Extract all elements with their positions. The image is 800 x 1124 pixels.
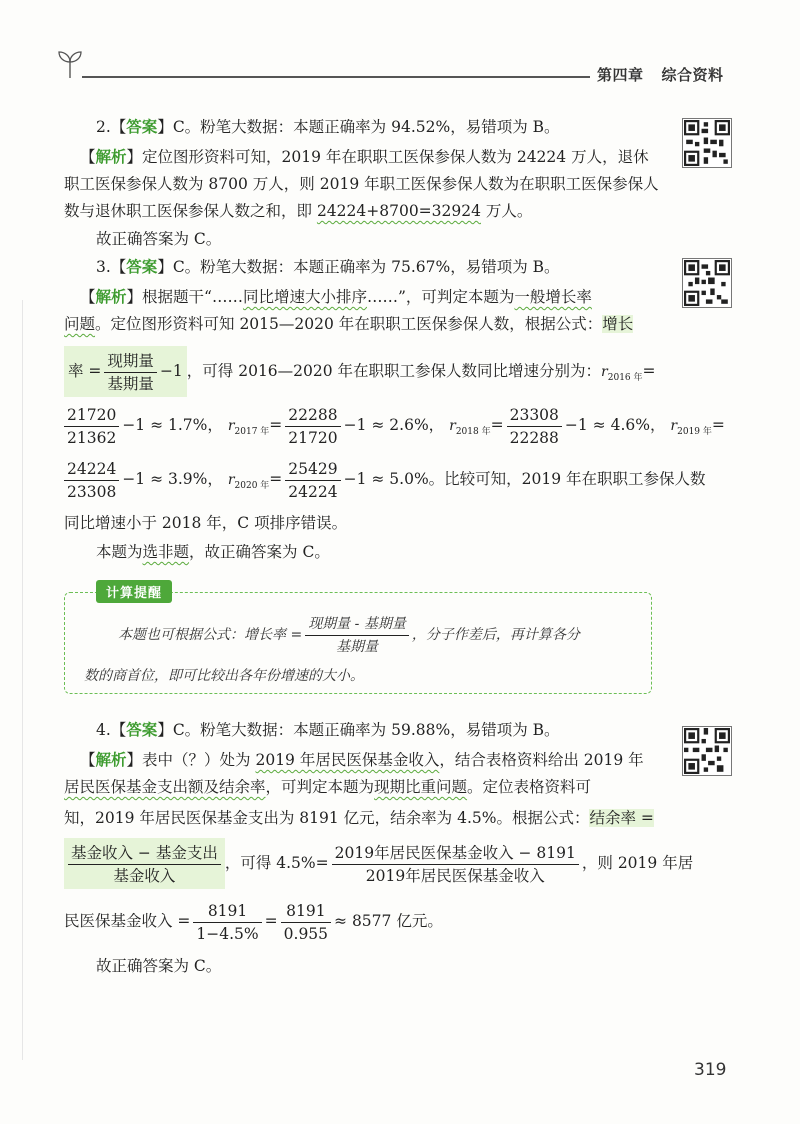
page-number: 319: [694, 1060, 727, 1080]
answer-tag: 答案: [126, 720, 158, 739]
q4-formula-line: $\frac{\text{基金收入 − 基金支出}}{\text{基金收入}}$ ，可得 4.5%= $\frac{\text{2019年居民医保基金收入 − 8191}}{\text{2019年居民医保基金收入}}$ ，则 2019 年居: [64, 838, 693, 889]
q3-rates-line-2: $\frac{24224}{23308}$ −1 ≈ 3.9%， $r_{2020 年}=$ $\frac{25429}{24224}$ −1 ≈ 5.0%。比较可知，2019 年在职职工参保人数: [64, 456, 706, 509]
q2-conclusion: 故正确答案为 C。: [96, 230, 222, 248]
analysis-tag: 解析: [95, 750, 127, 769]
surplus-rate-formula: $\frac{\text{基金收入 − 基金支出}}{\text{基金收入}}$: [64, 838, 225, 889]
q3-answer-line: 3.【答案】C。粉笔大数据：本题正确率为 75.67%，易错项为 B。: [96, 257, 560, 276]
q3-analysis-line-2: 问题。定位图形资料可知 2015—2020 年在职职工医保参保人数，根据公式：增长: [64, 315, 634, 333]
q4-analysis-line-1: 【解析】表中（？）处为 2019 年居民医保基金收入，结合表格资料给出 2019 年: [80, 750, 644, 769]
q2-answer-line: 2.【答案】C。粉笔大数据：本题正确率为 94.52%，易错项为 B。: [96, 117, 560, 136]
calculation-tip-label: 计算提醒: [96, 580, 172, 603]
q4-answer-line: 4.【答案】C。粉笔大数据：本题正确率为 59.88%，易错项为 B。: [96, 720, 560, 739]
q2-analysis-line-1: 【解析】定位图形资料可知，2019 年在职职工医保参保人数为 24224 万人，退休: [80, 147, 649, 166]
q3-analysis-line-1: 【解析】根据题干“……同比增速大小排序……”，可判定本题为一般增长率: [80, 287, 592, 306]
q4-conclusion: 故正确答案为 C。: [96, 957, 222, 975]
chapter-title: 综合资料: [661, 66, 724, 84]
q3-conclusion: 本题为选非题，故正确答案为 C。: [96, 543, 330, 561]
q2-analysis-line-2: 职工医保参保人数为 8700 万人，则 2019 年职工医保参保人数为在职职工医保参保人: [64, 175, 659, 193]
leaf-icon: [56, 50, 84, 80]
q4-result-line: 民医保基金收入 = $\frac{8191}{1-4.5\%}$ = $\frac{8191}{0.955}$ ≈ 8577 亿元。: [64, 901, 443, 943]
tip-line-1: 本题也可根据公式：增长率 = $\frac{\text{现期量 - 基期量}}{\text{基期量}}$ ，分子作差后，再计算各分: [118, 612, 580, 658]
chapter-number: 第四章: [597, 66, 644, 84]
growth-rate-formula: 率 = $\frac{\text{现期量}}{\text{基期量}}$ −1: [64, 346, 187, 397]
q3-analysis-line-6: 同比增速小于 2018 年，C 项排序错误。: [64, 514, 348, 532]
q4-analysis-line-3: 知，2019 年居民医保基金支出为 8191 亿元，结余率为 4.5%。根据公式：结余率 =: [64, 809, 654, 827]
binding-edge: [22, 300, 23, 1060]
qr-code-icon[interactable]: [682, 118, 732, 168]
header-rule: [82, 76, 590, 78]
q4-analysis-line-2: 居民医保基金支出额及结余率，可判定本题为现期比重问题。定位表格资料可: [64, 778, 592, 796]
q2-analysis-line-3: 数与退休职工医保参保人数之和，即 24224+8700=32924 万人。: [64, 202, 533, 220]
tip-line-2: 数的商首位，即可比较出各年份增速的大小。: [84, 668, 364, 684]
header-chapter: [597, 64, 742, 85]
q3-formula-line: 率 = $\frac{\text{现期量}}{\text{基期量}}$ −1 ，可得 2016—2020 年在职职工参保人数同比增速分别为：$r_{2016 年}=$: [64, 346, 656, 401]
answer-tag: 答案: [126, 117, 158, 136]
qr-code-icon[interactable]: [682, 258, 732, 308]
qr-code-icon[interactable]: [682, 726, 732, 776]
analysis-tag: 解析: [95, 147, 127, 166]
answer-tag: 答案: [126, 257, 158, 276]
q3-rates-line-1: $\frac{21720}{21362}$ −1 ≈ 1.7%， $r_{2017 年}=$ $\frac{22288}{21720}$ −1 ≈ 2.6%， $r_{2018 年}=$ $\frac{23308}{22288}$ −1 ≈ 4.6%， $r_{2019 年}=$: [64, 402, 725, 455]
analysis-tag: 解析: [95, 287, 127, 306]
